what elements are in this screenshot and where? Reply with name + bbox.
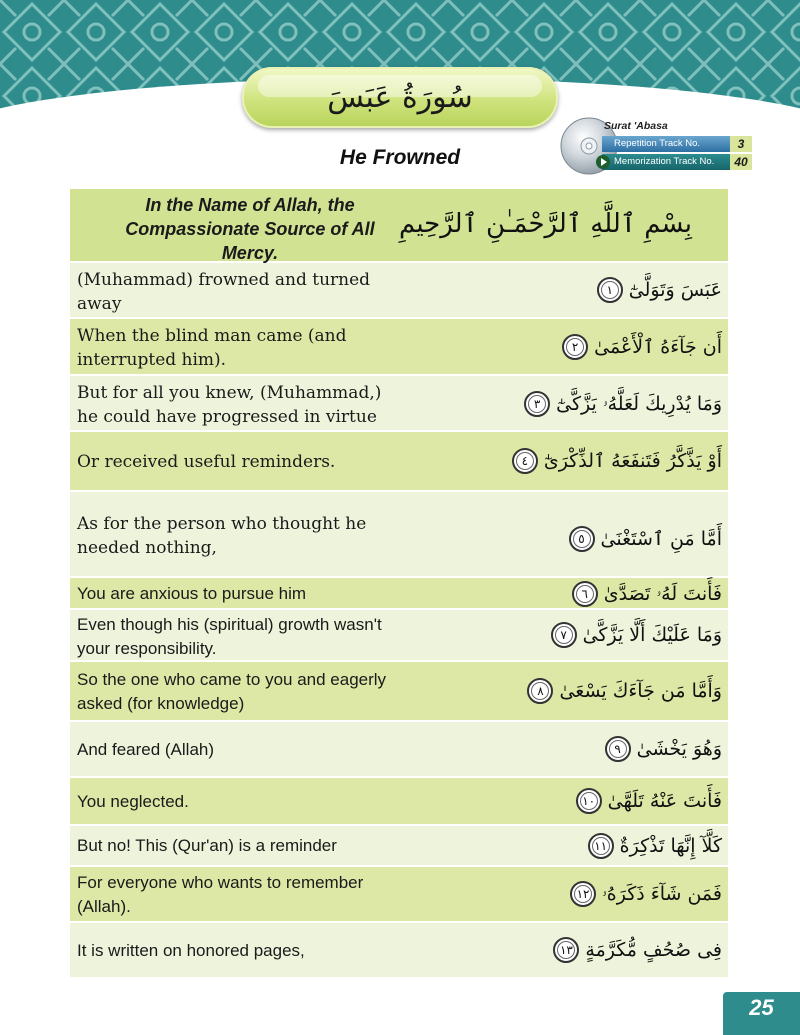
verse-row bbox=[70, 319, 728, 376]
memorization-track-label: Memorization Track No. bbox=[614, 156, 715, 167]
verse-row bbox=[70, 263, 728, 319]
verse-english: And feared (Allah) bbox=[77, 740, 215, 759]
play-icon[interactable] bbox=[596, 155, 610, 169]
verse-english: You neglected. bbox=[77, 792, 189, 811]
verse-arabic: فَمَن شَآءَ ذَكَرَهُۥ ١٢ bbox=[570, 881, 722, 907]
verse-english: You are anxious to pursue him bbox=[77, 584, 307, 603]
verse-english: But for all you knew, (Muhammad,) he could have progressed in virtue bbox=[77, 383, 382, 427]
verse-arabic: كَلَّآ إِنَّهَا تَذْكِرَةٌ ١١ bbox=[588, 833, 722, 859]
ayah-number-icon: ٧ bbox=[551, 622, 577, 648]
ayah-number-icon: ١ bbox=[597, 277, 623, 303]
basmala-english: In the Name of Allah, the Compassionate Source of All Mercy. bbox=[125, 195, 375, 263]
verses-table bbox=[70, 189, 728, 979]
ayah-number-icon: ٦ bbox=[572, 581, 598, 607]
verse-arabic: أَمَّا مَنِ ٱسْتَغْنَىٰ ٥ bbox=[569, 526, 723, 552]
repetition-track-label: Repetition Track No. bbox=[614, 138, 701, 149]
verse-row bbox=[70, 778, 728, 826]
basmala-arabic: بِسْمِ ٱللَّهِ ٱلرَّحْمَـٰنِ ٱلرَّحِيمِ bbox=[399, 209, 692, 239]
verse-arabic: أَن جَآءَهُ ٱلْأَعْمَىٰ ٢ bbox=[562, 334, 722, 360]
memorization-track-number: 40 bbox=[730, 154, 752, 170]
repetition-track bbox=[602, 136, 752, 152]
ayah-number-icon: ١١ bbox=[588, 833, 614, 859]
ayah-number-icon: ٨ bbox=[527, 678, 553, 704]
verse-row bbox=[70, 376, 728, 432]
basmala-row bbox=[70, 189, 728, 263]
verse-english: Even though his (spiritual) growth wasn't your responsibility. bbox=[77, 615, 382, 658]
memorization-track bbox=[602, 154, 752, 170]
verse-arabic: عَبَسَ وَتَوَلَّىٰٓ ١ bbox=[597, 277, 722, 303]
verse-arabic: فَأَنتَ لَهُۥ تَصَدَّىٰ ٦ bbox=[572, 581, 722, 607]
ayah-number-icon: ١٣ bbox=[553, 937, 579, 963]
ayah-number-icon: ٤ bbox=[512, 448, 538, 474]
verse-row bbox=[70, 923, 728, 979]
verse-arabic: فَأَنتَ عَنْهُ تَلَهَّىٰ ١٠ bbox=[576, 788, 722, 814]
verse-row bbox=[70, 432, 728, 492]
verse-english: But no! This (Qur'an) is a reminder bbox=[77, 836, 337, 855]
ayah-number-icon: ٥ bbox=[569, 526, 595, 552]
verse-row bbox=[70, 492, 728, 578]
surah-arabic-title: سُورَةُ عَبَسَ bbox=[327, 80, 473, 115]
verse-arabic: وَمَا عَلَيْكَ أَلَّا يَزَّكَّىٰ ٧ bbox=[551, 622, 722, 648]
tracks-title: Surat 'Abasa bbox=[604, 120, 668, 132]
verse-english: When the blind man came (and interrupted him). bbox=[77, 326, 347, 370]
verse-english: As for the person who thought he needed nothing, bbox=[77, 514, 367, 558]
surah-english-title: He Frowned bbox=[339, 146, 461, 169]
verse-english: So the one who came to you and eagerly asked (for knowledge) bbox=[77, 670, 387, 713]
verse-arabic: وَهُوَ يَخْشَىٰ ٩ bbox=[605, 736, 722, 762]
surah-title-banner bbox=[242, 67, 558, 128]
verse-english: (Muhammad) frowned and turned away bbox=[77, 270, 371, 314]
ayah-number-icon: ٩ bbox=[605, 736, 631, 762]
audio-tracks-panel bbox=[602, 120, 752, 172]
verse-row bbox=[70, 867, 728, 923]
ayah-number-icon: ١٢ bbox=[570, 881, 596, 907]
repetition-track-number: 3 bbox=[730, 136, 752, 152]
ayah-number-icon: ١٠ bbox=[576, 788, 602, 814]
verse-arabic: وَأَمَّا مَن جَآءَكَ يَسْعَىٰ ٨ bbox=[527, 678, 722, 704]
verse-row bbox=[70, 578, 728, 610]
verse-arabic: وَمَا يُدْرِيكَ لَعَلَّهُۥ يَزَّكَّىٰٓ ٣ bbox=[524, 391, 722, 417]
verse-row bbox=[70, 610, 728, 662]
page-number: 25 bbox=[723, 992, 800, 1035]
verse-row bbox=[70, 826, 728, 867]
verse-row bbox=[70, 662, 728, 722]
verse-arabic: فِى صُحُفٍ مُّكَرَّمَةٍ ١٣ bbox=[553, 937, 722, 963]
ayah-number-icon: ٣ bbox=[524, 391, 550, 417]
ayah-number-icon: ٢ bbox=[562, 334, 588, 360]
verse-row bbox=[70, 722, 728, 778]
verse-arabic: أَوْ يَذَّكَّرُ فَتَنفَعَهُ ٱلذِّكْرَىٰٓ ٤ bbox=[512, 448, 722, 474]
verse-english: It is written on honored pages, bbox=[77, 941, 305, 960]
verse-english: Or received useful reminders. bbox=[77, 452, 336, 472]
verse-english: For everyone who wants to remember (Allah). bbox=[77, 873, 364, 916]
